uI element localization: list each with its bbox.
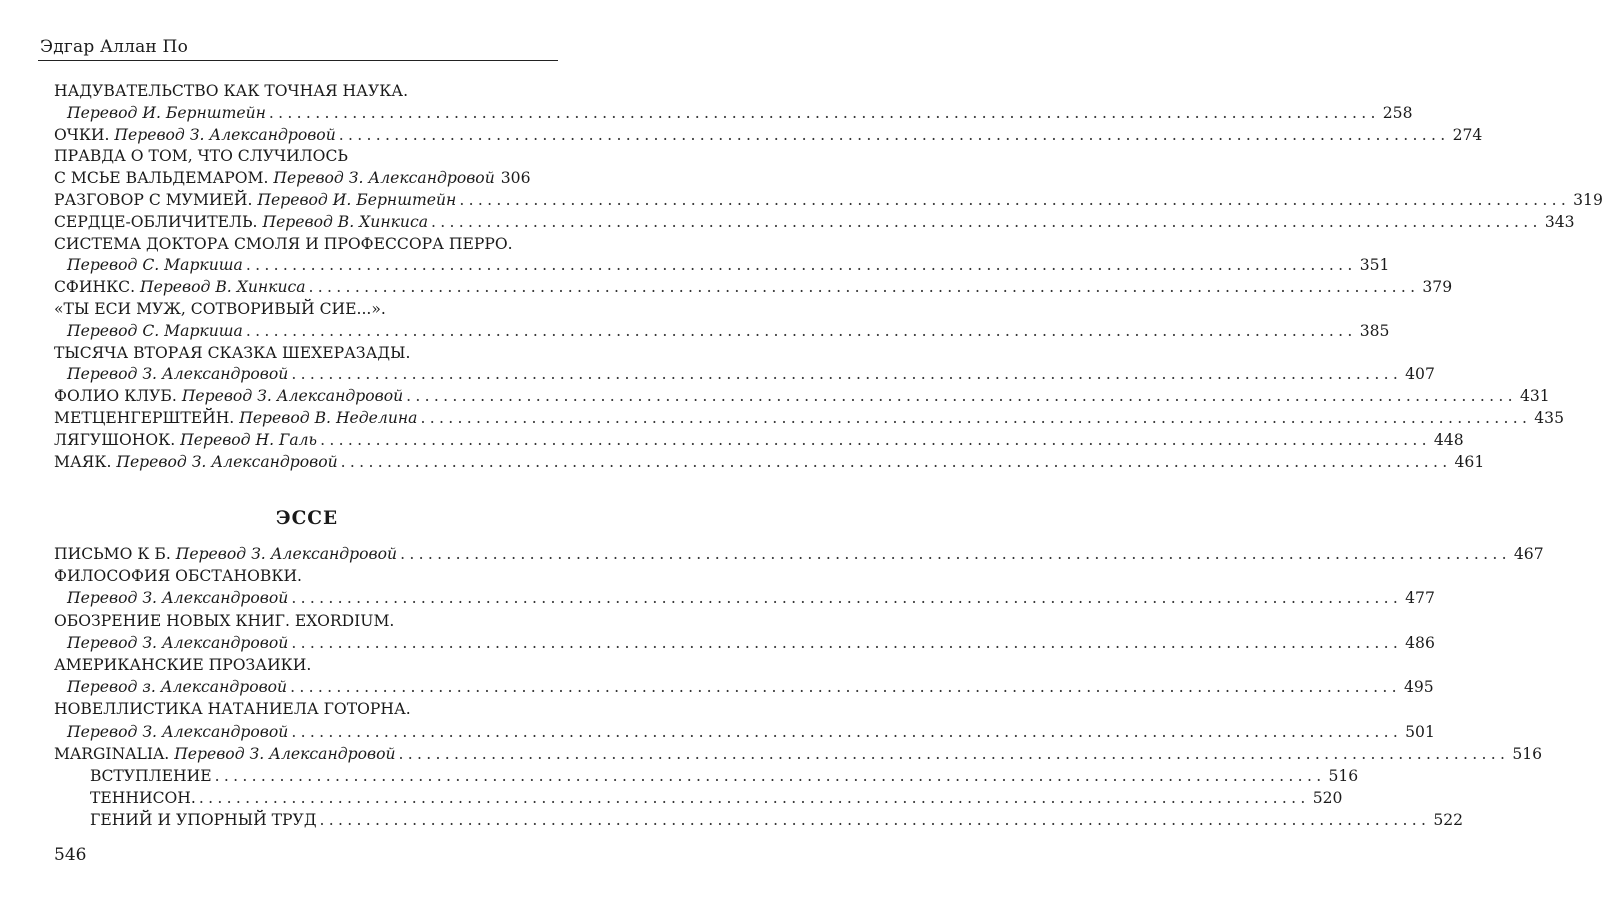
dot-leader: ........................................................................................................................ [319,811,1431,830]
entry-title: ОБОЗРЕНИЕ НОВЫХ КНИГ. EXORDIUM. [54,611,395,630]
entry-page-number: 467 [1513,545,1544,563]
entry-page-number: 258 [1382,103,1413,122]
entry-title: СЕРДЦЕ-ОБЛИЧИТЕЛЬ. [54,212,263,231]
toc-entry [54,342,516,364]
entry-page-number: 516 [1512,744,1543,763]
dot-leader: ........................................................................................................................ [340,452,1452,471]
entry-title: ГЕНИЙ И УПОРНЫЙ ТРУД [90,811,317,830]
entry-translator: Перевод С. Маркиша [67,256,243,275]
entry-title: ОЧКИ. [54,125,115,144]
entry-title: РАЗГОВОР С МУМИЕЙ. [54,191,258,209]
toc-entry [54,587,1435,609]
entry-page-number: 501 [1405,722,1435,741]
entry-page-number: 448 [1433,430,1464,449]
entry-title: MARGINALIA. [54,744,175,763]
dot-leader: ........................................................................................................................ [245,321,1357,340]
entry-page-number: 435 [1534,409,1565,427]
dot-leader: ........................................................................................................................ [291,722,1403,741]
toc-entry [54,233,516,255]
dot-leader: ........................................................................................................................ [459,191,1571,209]
dot-leader: ........................................................................................................................ [290,678,1401,697]
entry-page-number: 319 [1573,191,1603,209]
entry-title: ЛЯГУШОНОК. [54,430,181,449]
dot-leader: ........................................................................................................................ [291,589,1403,608]
entry-translator: Перевод З. Александровой [174,744,396,763]
toc-entry [54,543,1544,565]
dot-leader: ........................................................................................................................ [245,256,1357,275]
entry-title: СИСТЕМА ДОКТОРА СМОЛЯ И ПРОФЕССОРА ПЕРРО. [54,234,513,253]
entry-page-number: 520 [1312,789,1343,808]
toc-entry [54,124,1483,146]
toc-entry [54,676,1434,698]
entry-page-number: 522 [1433,811,1464,830]
dot-leader: ........................................................................................................................ [214,767,1326,785]
entry-title: ВСТУПЛЕНИЕ [90,767,212,785]
entry-translator: Перевод З. Александровой [67,365,289,384]
entry-translator: Перевод В. Хинкиса [262,212,428,231]
entry-translator: Перевод З. Александровой [273,169,495,188]
toc-entry [54,429,1464,451]
dot-leader: ........................................................................................................................ [308,278,1420,297]
entry-title: ТЫСЯЧА ВТОРАЯ СКАЗКА ШЕХЕРАЗАДЫ. [54,343,411,362]
toc-entry [54,787,1343,809]
toc-entry [54,363,1435,385]
dot-leader: ........................................................................................................................ [420,409,1532,427]
toc-entry [54,276,1453,298]
entry-page-number: 431 [1519,387,1550,406]
running-title: Эдгар Аллан По [40,37,189,57]
entry-title: СФИНКС. [54,278,140,297]
toc-entry [54,189,1603,211]
toc-entry [54,80,516,102]
entry-title: ПРАВДА О ТОМ, ЧТО СЛУЧИЛОСЬ [54,147,348,166]
entry-title: МАЯК. [54,452,117,471]
entry-title: ТЕННИСОН. [90,789,196,808]
entry-title: НОВЕЛЛИСТИКА НАТАНИЕЛА ГОТОРНА. [54,700,411,719]
entry-translator: Перевод И. Бернштейн [257,191,457,209]
entry-page-number: 379 [1422,278,1453,297]
entry-translator: Перевод з. Александровой [67,678,288,697]
toc-entry [54,565,516,587]
page-number: 546 [54,845,87,865]
dot-leader: ........................................................................................................................ [291,365,1403,384]
toc-entry [54,743,1543,765]
entry-translator: Перевод З. Александровой [67,589,289,608]
toc-entry [54,698,516,720]
toc-entry [54,654,516,676]
toc-entry [54,211,1575,233]
dot-leader: ........................................................................................................................ [198,789,1310,808]
entry-page-number: 351 [1359,256,1390,275]
entry-translator: Перевод Н. Галь [180,430,318,449]
entry-translator: Перевод З. Александровой [114,125,336,144]
entry-page-number: 343 [1544,212,1575,231]
entry-title: НАДУВАТЕЛЬСТВО КАК ТОЧНАЯ НАУКА. [54,82,409,100]
toc-entry [54,765,1359,787]
entry-page-number: 495 [1403,678,1434,697]
entry-translator: Перевод З. Александровой [67,633,289,652]
entry-translator: Перевод С. Маркиша [67,321,243,340]
dot-leader: ........................................................................................................................ [338,125,1450,144]
toc-entry [54,145,516,167]
entry-title: «ТЫ ЕСИ МУЖ, СОТВОРИВЫЙ СИЕ...». [54,300,386,318]
toc-entry [54,254,1390,276]
entry-translator: Перевод З. Александровой [67,722,289,741]
toc-entry [54,102,1413,124]
toc-entry [54,167,531,189]
dot-leader: ........................................................................................................................ [291,633,1403,652]
toc-entry [54,385,1550,407]
dot-leader: ........................................................................................................................ [431,212,1542,231]
dot-leader: ........................................................................................................................ [398,744,1510,763]
entry-title: ФИЛОСОФИЯ ОБСТАНОВКИ. [54,567,303,586]
entry-translator: Перевод З. Александровой [181,387,404,406]
section-heading-essays: ЭССЕ [275,508,339,529]
entry-title: ФОЛИО КЛУБ. [54,387,182,406]
entry-translator: Перевод З. Александровой [116,452,338,471]
toc-entry [54,632,1435,654]
entry-translator: Перевод В. Неделина [239,409,418,427]
header-rule [38,60,558,61]
toc-entry [54,407,1565,429]
dot-leader: ........................................................................................................................ [320,430,1431,449]
entry-page-number: 477 [1405,589,1435,608]
entry-title: АМЕРИКАНСКИЕ ПРОЗАИКИ. [54,656,312,674]
entry-translator: Перевод В. Хинкиса [140,278,306,297]
toc-entry [54,721,1435,743]
entry-translator: Перевод З. Александровой [175,545,398,563]
dot-leader: ........................................................................................................................ [400,545,1511,563]
entry-page-number: 306 [500,169,531,188]
toc-entry [54,320,1390,342]
toc-entry [54,298,516,320]
entry-translator: Перевод И. Бернштейн [67,103,266,122]
toc-entry [54,451,1485,473]
entry-title: ПИСЬМО К Б. [54,545,176,563]
toc-entry [54,809,1464,831]
entry-page-number: 407 [1405,365,1435,384]
entry-page-number: 274 [1452,125,1483,144]
dot-leader: ........................................................................................................................ [268,103,1380,122]
entry-page-number: 461 [1454,452,1485,471]
entry-title: МЕТЦЕНГЕРШТЕЙН. [54,409,240,427]
entry-title: С МСЬЕ ВАЛЬДЕМАРОМ. [54,169,274,188]
entry-page-number: 486 [1405,633,1435,652]
dot-leader: ........................................................................................................................ [406,387,1517,406]
toc-entry [54,610,516,632]
entry-page-number: 385 [1359,321,1390,340]
entry-page-number: 516 [1328,767,1359,785]
